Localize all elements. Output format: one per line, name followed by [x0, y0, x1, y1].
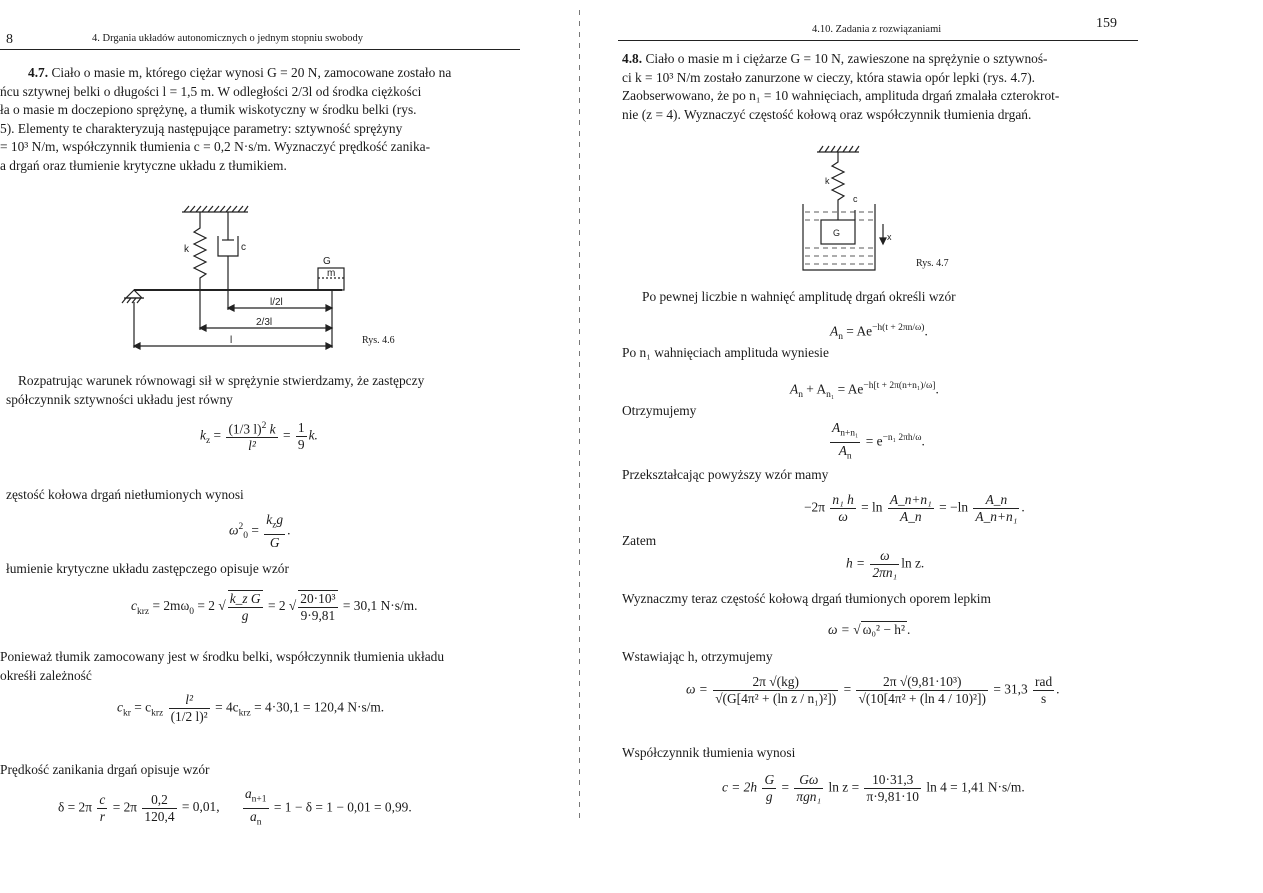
fraction — [97, 792, 107, 825]
problem-line: ci k = 10³ N/m zostało zanurzone w cieczy, która stawia opór lepki (rys. 4.7). — [622, 69, 1036, 85]
eq-term: c — [99, 791, 106, 807]
eq-term: ln z. — [901, 555, 925, 571]
problem-line: = 10³ N/m, współczynnik tłumienia c = 0,2 N·s/m. Wyznaczyć prędkość zanika- — [0, 139, 431, 155]
eq-term: g — [276, 512, 284, 527]
fraction — [264, 512, 285, 551]
label-k: k — [825, 176, 830, 186]
problem-line: Ciało o masie m, którego ciężar wynosi G = 20 N, zamocowane zostało na — [51, 65, 452, 80]
spring — [194, 212, 206, 290]
paragraph: Współczynnik tłumienia wynosi — [622, 745, 796, 760]
problem-4-7 — [0, 64, 451, 176]
equation — [117, 692, 384, 725]
eq-term: 10·31,3 — [864, 772, 921, 789]
eq-sub: n+1 — [251, 794, 267, 805]
eq-term: . — [907, 622, 911, 637]
problem-line: 5). Elementy te charakteryzują następujące parametry: sztywność sprężyny — [0, 120, 403, 136]
text-line: okreśłi zależność — [0, 667, 92, 683]
eq-term: = 30,1 N·s/m. — [342, 598, 418, 614]
eq-term: A_n — [900, 509, 922, 524]
equation — [790, 378, 939, 403]
eq-term: g — [765, 789, 773, 804]
eq-term: l² — [248, 438, 256, 454]
eq-term: π·9,81·10 — [866, 789, 919, 804]
problem-line: a drgań oraz tłumienie krytyczne układu z tłumikiem. — [0, 157, 287, 173]
label-k: k — [184, 244, 189, 255]
figure-4-6 — [120, 198, 420, 358]
fraction — [856, 674, 988, 707]
eq-sup: −h[t + 2π(n+n₁)/ω] — [863, 381, 936, 391]
eq-sup: 2 — [238, 521, 244, 532]
running-header: 4. Drgania układów autonomicznych o jednym stopniu swobody — [92, 33, 364, 44]
eq-term: n₁ h — [832, 492, 854, 507]
eq-term: ω = — [686, 681, 708, 697]
fraction — [243, 786, 269, 830]
page-number: 159 — [1096, 16, 1117, 31]
eq-term: (1/2 l)² — [170, 709, 208, 724]
eq-sign: = — [282, 427, 291, 443]
problem-number: 4.8. — [622, 51, 643, 66]
eq-term: . — [1056, 681, 1060, 697]
page-number: 8 — [6, 32, 13, 47]
eq-sub: 0 — [189, 606, 195, 617]
eq-term: a — [250, 808, 257, 824]
eq-sup: 2 — [261, 421, 267, 431]
equation — [200, 418, 318, 454]
eq-sign: = — [213, 427, 222, 443]
eq-term: c = 2h — [722, 779, 758, 795]
eq-sub: z — [272, 520, 277, 531]
problem-line: nie (z = 4). Wyznaczyć częstość kołową oraz współczynnik tłumienia drgań. — [622, 106, 1032, 122]
eq-term: = c — [134, 699, 152, 715]
equation: $c_{krz} = 2m\omega_0 = 2$ √ $\frac{\text{k\_z G}}{g}$ = 2 √ $\frac{\text{20·10³}}{9\cdot 9,81}$ = 30,1 N·s/m. — [131, 591, 418, 623]
eq-sub: n+n₁ — [840, 428, 859, 439]
problem-number: 4.7. — [28, 65, 49, 80]
eq-term: δ = 2π — [58, 799, 93, 815]
eq-term: s — [1040, 691, 1047, 706]
eq-sub: n₁ — [826, 390, 835, 401]
eq-sign: = — [781, 779, 790, 795]
eq-term: k — [200, 427, 206, 443]
header-rule — [0, 49, 520, 50]
eq-term: k — [269, 421, 276, 437]
equation: ω = √ ω₀² − h² . — [828, 622, 911, 637]
fraction — [226, 418, 277, 454]
eq-term: = 0,01, — [181, 799, 220, 815]
eq-term: k_z G — [229, 591, 261, 606]
eq-term: = Ae — [837, 381, 864, 397]
eq-term: = 2mω — [152, 598, 190, 614]
paragraph: zęstość kołowa drgań nietłumionych wynosi — [6, 487, 244, 502]
eq-term: = 1 − δ = 1 − 0,01 = 0,99. — [273, 799, 412, 815]
figure-caption: Rys. 4.6 — [362, 335, 395, 346]
eq-term: . — [921, 433, 925, 449]
running-header: 4.10. Zadania z rozwiązaniami — [812, 24, 942, 35]
eq-sub: n — [838, 332, 843, 343]
eq-term: . — [287, 522, 291, 538]
eq-term: 9 — [297, 436, 305, 452]
fraction — [870, 548, 899, 581]
unit-fraction — [1033, 674, 1054, 707]
right-page — [590, 0, 1263, 893]
label-m: m — [327, 268, 336, 279]
eq-term: + A — [806, 381, 827, 397]
fraction — [142, 792, 176, 825]
label-G: G — [833, 228, 841, 238]
dim-label: 2/3l — [256, 317, 273, 328]
fraction — [794, 772, 823, 805]
eq-term: ω = — [828, 622, 850, 637]
header-rule — [618, 40, 1138, 41]
fraction — [864, 772, 921, 805]
eq-term: A — [830, 323, 839, 339]
eq-term: = 2 — [267, 598, 286, 614]
eq-term: h = — [846, 555, 866, 571]
eq-term: A_n — [985, 492, 1008, 507]
eq-term: ω — [838, 509, 848, 524]
eq-term: Gω — [799, 772, 819, 787]
eq-term: πgn₁ — [796, 789, 822, 804]
eq-sub: kr — [122, 708, 131, 719]
eq-term: G — [269, 534, 280, 550]
eq-sub: n — [798, 390, 803, 401]
paragraph: Wstawiając h, otrzymujemy — [622, 649, 773, 664]
equation — [830, 320, 928, 345]
fraction — [169, 692, 210, 725]
eq-term: ω — [229, 522, 239, 538]
eq-term: A — [832, 420, 841, 435]
dim-label: l/2l — [270, 297, 283, 308]
eq-term: 1 — [297, 419, 305, 435]
equation — [722, 772, 1025, 805]
eq-term: 120,4 — [144, 808, 175, 824]
fraction — [762, 772, 776, 805]
problem-line: ńcu sztywnej belki o długości l = 1,5 m. W odległości 2/3l od środka ciężkości — [0, 83, 422, 99]
eq-term: k. — [308, 427, 318, 443]
label-c: c — [853, 194, 858, 204]
problem-line: Ciało o masie m i ciężarze G = 10 N, zawieszone na sprężynie o sztywnoś- — [645, 51, 1048, 66]
eq-term: 2πn₁ — [872, 565, 898, 580]
radical-fraction — [228, 590, 263, 624]
eq-sup: −n₁ 2πh/ω — [882, 432, 922, 443]
fraction — [888, 492, 934, 525]
eq-sign: = — [843, 681, 852, 697]
eq-term: 0,2 — [142, 792, 176, 809]
eq-term: √(10[4π² + (ln 4 / 10)²]) — [858, 691, 986, 706]
eq-term: (1/3 l) — [228, 421, 262, 437]
eq-term: = −ln — [939, 499, 969, 515]
eq-term: . — [924, 323, 928, 339]
paragraph: Przekształcając powyższy wzór mamy — [622, 467, 829, 482]
eq-sub: n — [256, 817, 262, 828]
eq-term: = 31,3 — [993, 681, 1028, 697]
eq-term: = 4·30,1 = 120,4 N·s/m. — [254, 699, 385, 715]
equation — [58, 786, 412, 830]
spring — [832, 152, 844, 220]
eq-term: . — [935, 381, 939, 397]
figure-4-7 — [795, 140, 925, 280]
eq-term: = ln — [861, 499, 883, 515]
eq-term: ln z = — [828, 779, 860, 795]
eq-term: a — [244, 786, 252, 801]
eq-term: = 2 — [197, 598, 215, 614]
problem-4-8 — [622, 50, 1059, 124]
eq-term: = e — [865, 433, 883, 449]
eq-term: A — [790, 381, 799, 397]
eq-term: 2π √(kg) — [713, 674, 838, 691]
eq-term: . — [1021, 499, 1025, 515]
eq-term: = 2π — [112, 799, 138, 815]
paragraph: Wyznaczmy teraz częstość kołową drgań tłumionych oporem lepkim — [622, 591, 991, 606]
eq-term: A_n+n₁ — [975, 509, 1018, 524]
eq-sub: krz — [136, 606, 150, 617]
figure-caption: Rys. 4.7 — [916, 258, 949, 269]
text-line: Rozpatrując warunek równowagi sił w sprężynie stwierdzamy, że zastępczy — [18, 373, 425, 388]
eq-term: 2π √(9,81·10³) — [856, 674, 988, 691]
fraction — [713, 674, 838, 707]
eq-sub: 0 — [243, 531, 248, 542]
eq-term: A_n+n₁ — [889, 492, 932, 507]
eq-term: −2π — [804, 499, 826, 515]
left-page — [0, 0, 568, 893]
eq-sign: = — [251, 522, 259, 538]
eq-term: 20·10³ — [300, 591, 336, 606]
ceiling-hatch — [184, 206, 248, 212]
eq-sub: n — [846, 451, 852, 462]
eq-term: c — [117, 699, 123, 715]
label-c: c — [241, 242, 246, 253]
paragraph: Otrzymujemy — [622, 403, 697, 418]
eq-term: = Ae — [846, 323, 873, 339]
eq-sub: z — [205, 435, 211, 446]
paragraph: Zatem — [622, 533, 657, 548]
label-x: x — [887, 232, 892, 242]
eq-sup: −h(t + 2πn/ω) — [872, 323, 925, 333]
problem-line: Zaobserwowano, że po n₁ = 10 wahnięciach, amplituda drgań zmalała czterokrot- — [622, 88, 1060, 104]
eq-sub: krz — [238, 708, 251, 719]
fraction — [973, 492, 1019, 525]
paragraph: Po pewnej liczbie n wahnięć amplitudę drgań określi wzór — [642, 289, 956, 304]
eq-term: g — [241, 608, 249, 623]
eq-term: A — [838, 442, 847, 458]
page-gutter — [579, 10, 580, 820]
eq-term: c — [131, 598, 137, 614]
eq-term: rad — [1035, 674, 1053, 689]
eq-sub: krz — [151, 708, 164, 719]
paragraph: łumienie krytyczne układu zastępczego opisuje wzór — [6, 561, 289, 576]
eq-radicand: ω₀² − h² — [862, 622, 906, 637]
eq-term: 9·9,81 — [300, 608, 336, 623]
eq-term: G — [764, 772, 775, 787]
fraction — [830, 492, 855, 525]
paragraph — [0, 648, 444, 685]
eq-term: ω — [880, 548, 890, 563]
paragraph — [6, 372, 425, 409]
equation — [229, 512, 290, 551]
eq-term: = 4c — [215, 699, 239, 715]
equation — [846, 548, 924, 581]
label-G: G — [323, 256, 331, 267]
dim-label: l — [230, 335, 233, 346]
problem-line: ła o masie m doczepiono sprężynę, a tłumik wiskotyczny w środku belki (rys. — [0, 102, 417, 118]
eq-term: r — [99, 808, 105, 824]
equation — [828, 420, 925, 464]
paragraph: Prędkość zanikania drgań opisuje wzór — [0, 762, 210, 777]
eq-term: k — [266, 512, 273, 527]
radical-fraction — [298, 590, 337, 624]
text-line: spółczynnik sztywności układu jest równy — [6, 391, 233, 407]
eq-term: l² — [185, 692, 194, 707]
text-line: Ponieważ tłumik zamocowany jest w środku belki, współczynnik tłumienia układu — [0, 649, 445, 664]
equation — [804, 492, 1025, 525]
equation — [686, 674, 1060, 707]
eq-term: √(G[4π² + (ln z / n₁)²]) — [715, 691, 837, 706]
fraction — [830, 420, 860, 464]
fraction — [296, 420, 307, 453]
paragraph: Po n₁ wahnięciach amplituda wyniesie — [622, 345, 829, 360]
eq-term: ln 4 = 1,41 N·s/m. — [926, 779, 1025, 795]
